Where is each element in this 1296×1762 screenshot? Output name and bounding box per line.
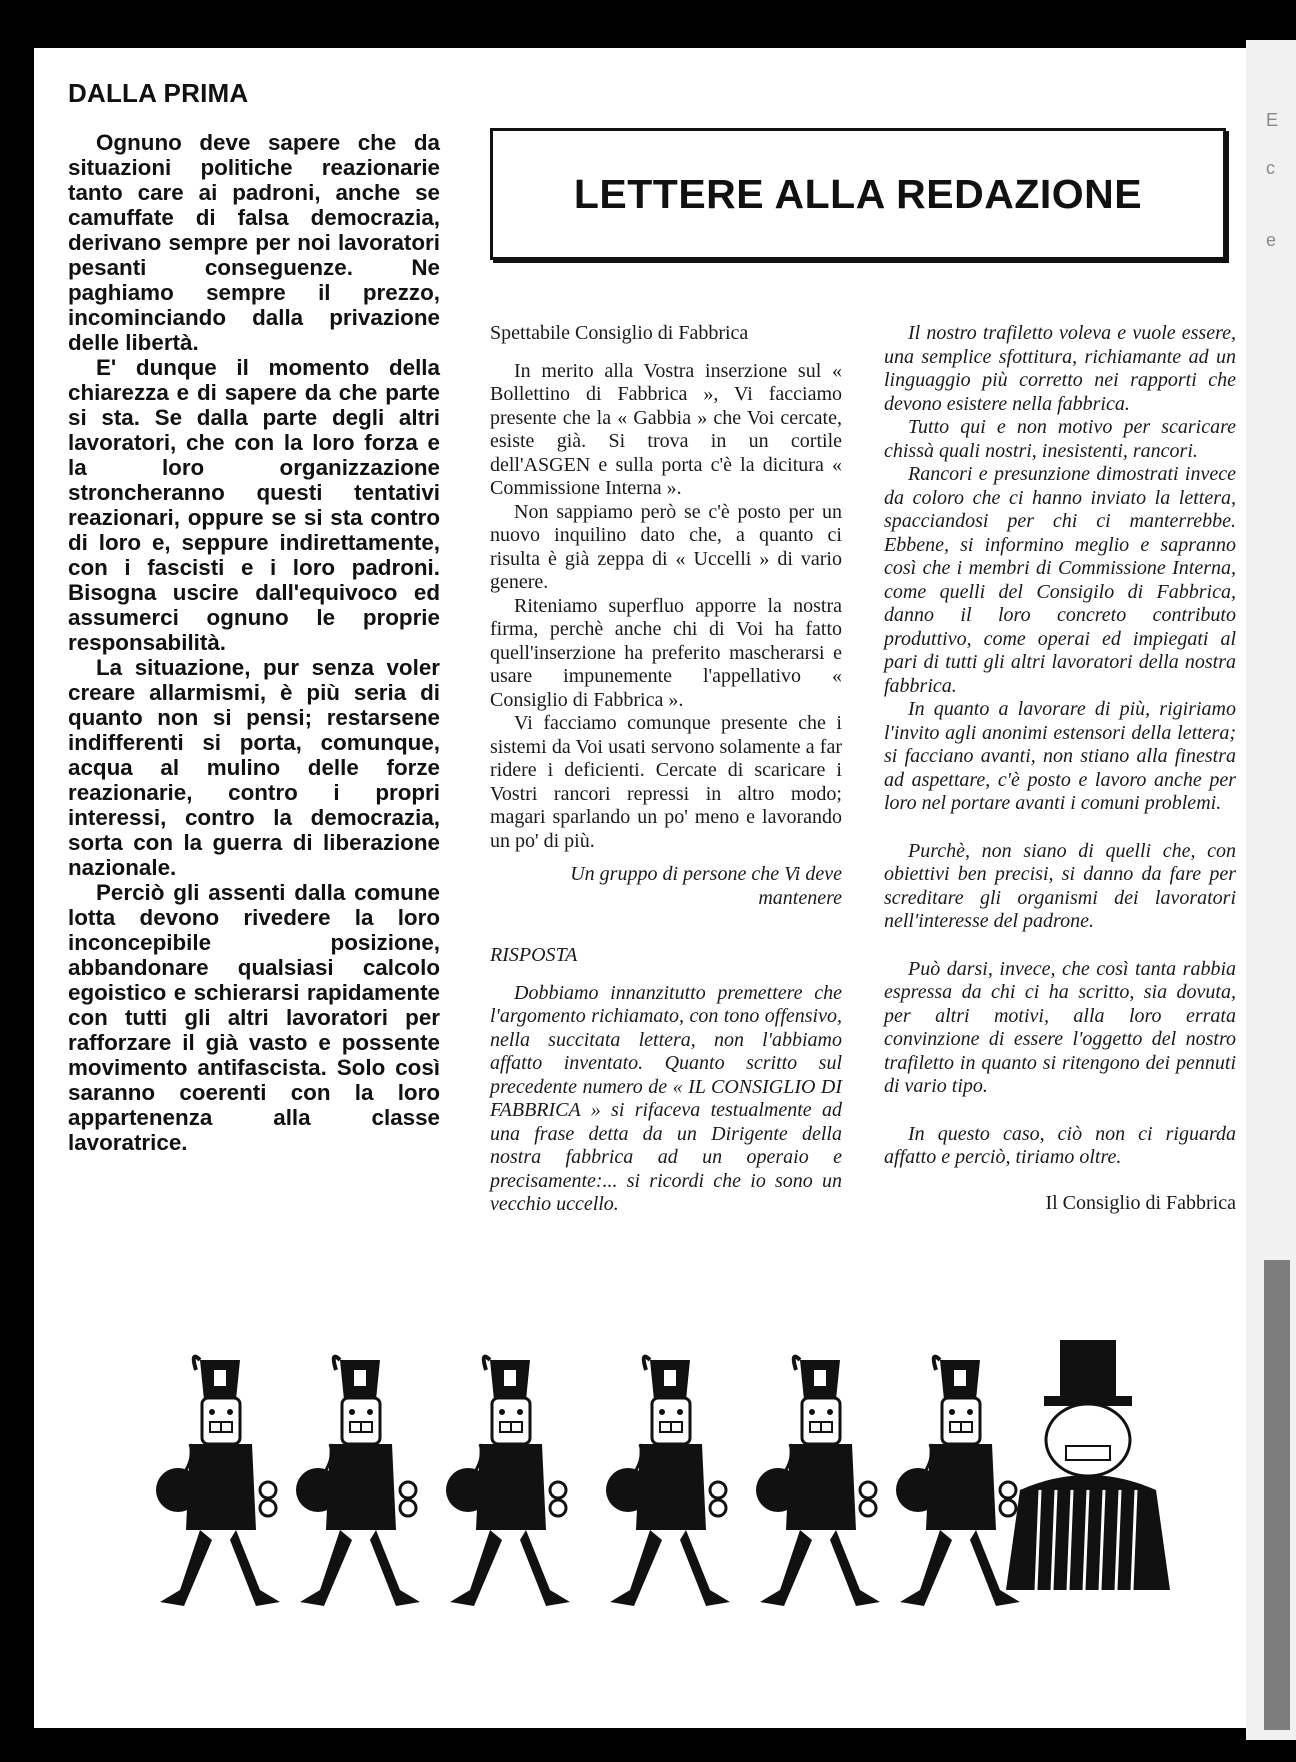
marching-figure [606,1357,730,1606]
reply-signature: Il Consiglio di Fabbrica [1045,1191,1236,1214]
cartoon-illustration [120,1340,1220,1640]
reply-paragraph: Il nostro trafiletto voleva e vuole essere, una semplice sfottitura, richiamante ad un linguaggio più corretto nei rapporti che devono esistere nella fabbrica. [884,322,1236,415]
letter-salutation: Spettabile Consiglio di Fabbrica [490,322,749,344]
letter-signature: Un gruppo di persone che Vi deve mantenere [570,863,842,909]
boss-figure [1006,1340,1170,1590]
reply-column [884,322,1236,1215]
adjacent-page-edge: E c e [1246,40,1296,1740]
risposta-paragraph: Dobbiamo innanzitutto premettere che l'argomento richiamato, con tono offensivo, nella succitata lettera, non l'abbiamo affatto inventato. Quanto scritto sul precedente numero de « IL CONSIGLIO DI FABBRICA » si rifaceva testualmente ad una frase detta da un Dirigente della nostra fabbrica ad un operaio e precisamente:... si ricordi che io sono un vecchio uccello. [490,981,842,1215]
reply-paragraph: Tutto qui e non motivo per scaricare chissà quali nostri, inesistenti, rancori. [884,416,1236,462]
reply-paragraph: In questo caso, ciò non ci riguarda affatto e perciò, tiriamo oltre. [884,1122,1236,1168]
marching-figure [156,1357,280,1606]
letter-column [490,322,842,1217]
reply-paragraph: Può darsi, invece, che così tanta rabbia espressa da chi ci ha scritto, sia dovuta, per altri motivi, alla loro errata convinzione di essere l'oggetto del nostro trafiletto in quanto si ritengono dei pennuti di vario tipo. [884,957,1236,1097]
left-paragraph: Perciò gli assenti dalla comune lotta devono rivedere la loro inconcepibile posizione, abbandonare qualsiasi calcolo egoistico e schierarsi rapidamente con tutti gli altri lavoratori per rafforzare il già vasto e possente movimento antifascista. Solo così saranno coerenti con la loro appartenenza alla classe lavoratrice. [68,880,440,1155]
letter-paragraph: Vi facciamo comunque presente che i sistemi da Voi usati servono solamente a far ridere i deficienti. Cercate di scaricare i Vostri rancori repressi in altro modo; magari sparlando un po' meno e lavorando un po' di più. [490,712,842,852]
reply-paragraph: Rancori e presunzione dimostrati invece da coloro che ci hanno inviato la lettera, spacciandosi per chi ci manterrebbe. Ebbene, si informino meglio e sapranno così che i membri di Commissione Interna, come quelli del Consigilo di Fabbrica, danno il loro concreto contributo produttivo, come operai ed impiegati al pari di tutti gli altri lavoratori della nostra fabbrica. [884,463,1236,697]
page-title: LETTERE ALLA REDAZIONE [573,170,1143,217]
marching-figure [896,1357,1020,1606]
scan-border [34,1728,1246,1762]
marching-figure [446,1357,570,1606]
marching-figure [756,1357,880,1606]
section-label: DALLA PRIMA [68,78,249,108]
left-paragraph: La situazione, pur senza voler creare allarmismi, è più seria di quanto non si pensi; restarsene indifferenti si porta, comunque, acqua al mulino delle forze reazionarie, contro i propri interessi, contro la democrazia, sorta con la guerra di liberazione nazionale. [68,655,440,880]
left-paragraph: Ognuno deve sapere che da situazioni politiche reazionarie tanto care ai padroni, anche se camuffate di falsa democrazia, derivano sempre per noi lavoratori pesanti conseguenze. Ne paghiamo sempre il prezzo, incominciando dalla privazione delle libertà. [68,130,440,355]
letter-paragraph: In merito alla Vostra inserzione sul « Bollettino di Fabbrica », Vi facciamo presente che la « Gabbia » che Voi cercate, esiste già. Si trova in un cortile dell'ASGEN e sulla porta c'è la dicitura « Commissione Interna ». [490,359,842,499]
dalla-prima-column [68,78,440,1155]
letter-paragraph: Riteniamo superfluo apporre la nostra firma, perchè anche chi di Voi ha fatto quell'inserzione ha preferito mascherarsi e usare impunemente l'appellativo « Consiglio di Fabbrica ». [490,594,842,711]
title-box [490,128,1226,260]
left-paragraph: E' dunque il momento della chiarezza e di sapere da che parte si sta. Se dalla parte degli altri lavoratori, che con la loro forza e la loro organizzazione stroncheranno questi tentativi reazionari, oppure se si sta contro di loro e, seppure indirettamente, con i fascisti e i loro padroni. Bisogna uscire dall'equivoco ed assumerci ognuno le proprie responsabilità. [68,355,440,655]
reply-paragraph: In quanto a lavorare di più, rigiriamo l'invito agli anonimi estensori della lettera; si facciano avanti, non stiano alla finestra ad aspettare, c'è posto e lavoro anche per loro nel portare avanti i comuni problemi. [884,698,1236,814]
risposta-heading: RISPOSTA [490,944,578,966]
letter-paragraph: Non sappiamo però se c'è posto per un nuovo inquilino dato che, a quanto ci risulta è già zeppa di « Uccelli » di vario genere. [490,500,842,593]
reply-paragraph: Purchè, non siano di quelli che, con obiettivi ben precisi, si danno da fare per screditare gli organismi dei lavoratori nell'interesse del padrone. [884,839,1236,932]
marching-figure [296,1357,420,1606]
